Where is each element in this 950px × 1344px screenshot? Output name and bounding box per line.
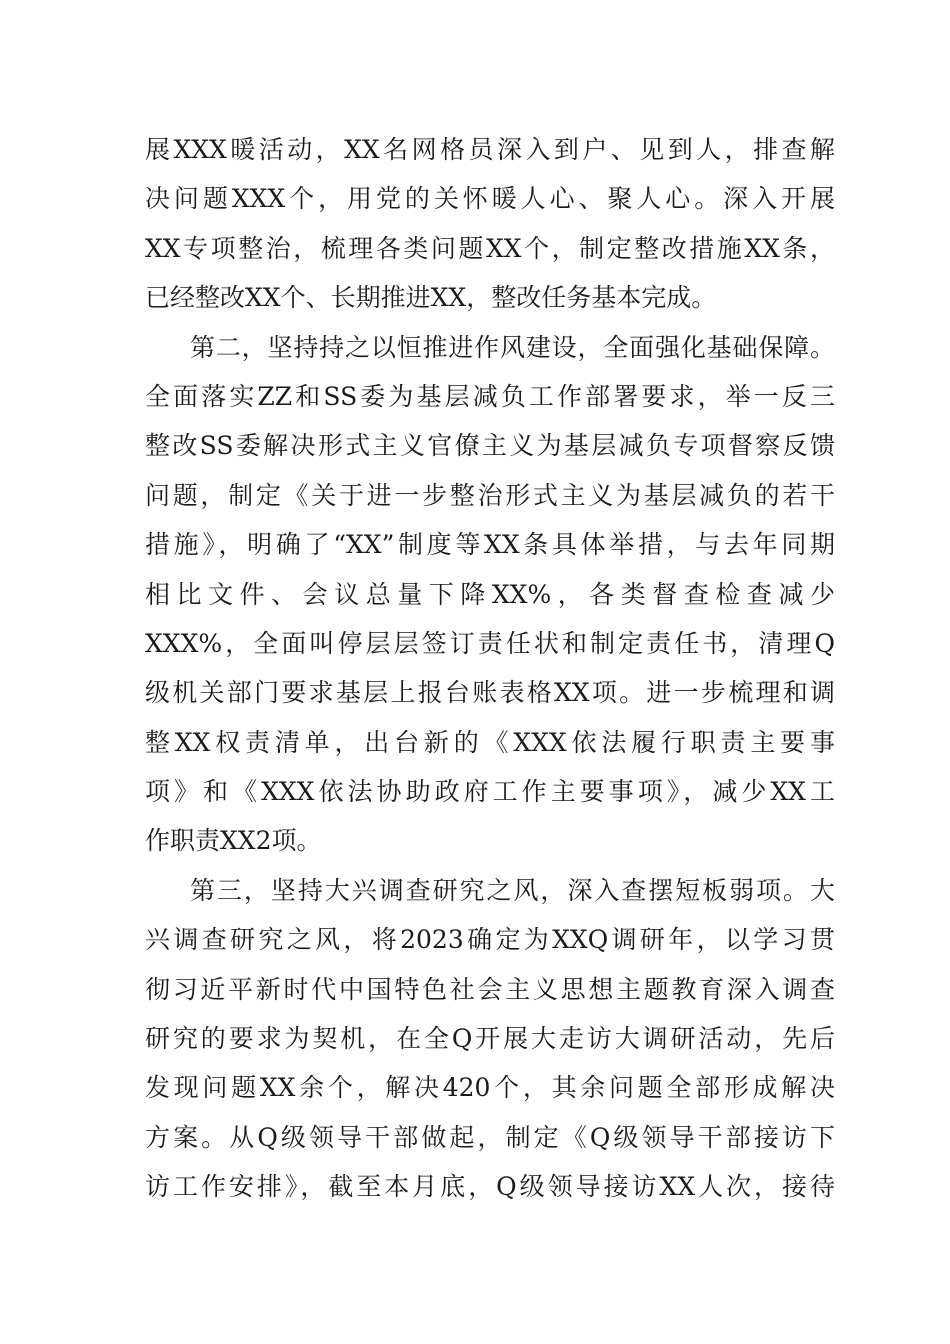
- text-line: 决问题XXX个，用党的关怀暖人心、聚人心。深入开展: [145, 184, 835, 214]
- text-line: 展XXX暖活动，XX名网格员深入到户、见到人，排查解: [145, 135, 835, 164]
- paragraph-start-line: 第二，坚持持之以恒推进作风建设，全面强化基础保障。: [190, 332, 835, 362]
- text-line: XXX%，全面叫停层层签订责任状和制定责任书，清理Q: [145, 628, 835, 658]
- text-line: 问题，制定《关于进一步整治形式主义为基层减负的若干: [145, 480, 835, 510]
- text-line: 项》和《XXX依法协助政府工作主要事项》，减少XX工: [145, 777, 835, 807]
- document-body: [145, 125, 835, 1212]
- paragraph-start-line: 第三，坚持大兴调查研究之风，深入查摆短板弱项。大: [190, 875, 835, 905]
- text-line: 措施》，明确了“XX”制度等XX条具体举措，与去年同期: [145, 530, 835, 560]
- text-line: 整改SS委解决形式主义官僚主义为基层减负专项督察反馈: [145, 431, 835, 461]
- text-line: 彻习近平新时代中国特色社会主义思想主题教育深入调查: [145, 974, 835, 1004]
- text-line: 方案。从Q级领导干部做起，制定《Q级领导干部接访下: [145, 1122, 835, 1152]
- text-line: 相比文件、会议总量下降XX%，各类督查检查减少: [145, 579, 835, 609]
- text-line: 级机关部门要求基层上报台账表格XX项。进一步梳理和调: [145, 678, 835, 708]
- text-line: 整XX权责清单，出台新的《XXX依法履行职责主要事: [145, 727, 835, 757]
- text-line: 研究的要求为契机，在全Q开展大走访大调研活动，先后: [145, 1024, 835, 1054]
- text-line: 访工作安排》，截至本月底，Q级领导接访XX人次，接待: [145, 1172, 835, 1202]
- text-line: 已经整改XX个、长期推进XX，整改任务基本完成。: [145, 283, 717, 313]
- text-line: 兴调查研究之风，将2023确定为XXQ调研年，以学习贯: [145, 925, 835, 955]
- text-line: 发现问题XX余个，解决420个，其余问题全部形成解决: [145, 1073, 835, 1103]
- text-line: 全面落实ZZ和SS委为基层减负工作部署要求，举一反三: [145, 381, 835, 411]
- text-line: 作职责XX2项。: [145, 826, 322, 856]
- text-line: XX专项整治，梳理各类问题XX个，制定整改措施XX条，: [145, 233, 835, 263]
